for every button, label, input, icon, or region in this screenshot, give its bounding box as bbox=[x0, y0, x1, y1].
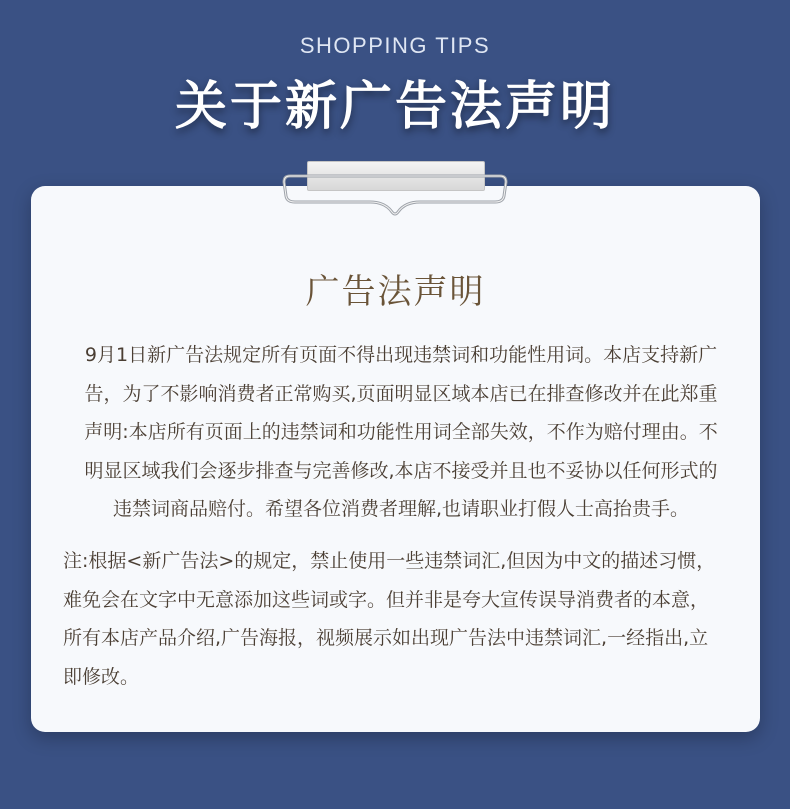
note-line: 注:根据<新广告法>的规定，禁止使用一些违禁词汇,但因为中文的描述习惯， bbox=[63, 550, 716, 572]
card-title: 广告法声明 bbox=[305, 272, 486, 312]
page-title: 关于新广告法声明 bbox=[174, 77, 615, 137]
declaration-line: 告，为了不影响消费者正常购买,页面明显区域本店已在排查修改并在此郑重 bbox=[84, 382, 718, 405]
note-line: 所有本店产品介绍,广告海报，视频展示如出现广告法中违禁词汇,一经指出,立 bbox=[63, 627, 709, 649]
declaration-paragraph bbox=[63, 336, 739, 529]
declaration-line: 明显区域我们会逐步排查与完善修改,本店不接受并且也不妥协以任何形式的 bbox=[84, 459, 718, 482]
declaration-line: 9月1日新广告法规定所有页面不得出现违禁词和功能性用词。本店支持新广 bbox=[84, 344, 718, 366]
declaration-line: 违禁词商品赔付。希望各位消费者理解,也请职业打假人士高抬贵手。 bbox=[112, 498, 690, 520]
note-line: 即修改。 bbox=[63, 665, 140, 688]
note-paragraph bbox=[63, 542, 743, 696]
declaration-line: 声明:本店所有页面上的违禁词和功能性用词全部失效，不作为赔付理由。不 bbox=[84, 421, 718, 443]
clipboard-clip-icon bbox=[280, 168, 510, 218]
shopping-tips-eyebrow: SHOPPING TIPS bbox=[299, 33, 491, 58]
note-line: 难免会在文字中无意添加这些词或字。但并非是夸大宣传误导消费者的本意， bbox=[63, 588, 710, 611]
